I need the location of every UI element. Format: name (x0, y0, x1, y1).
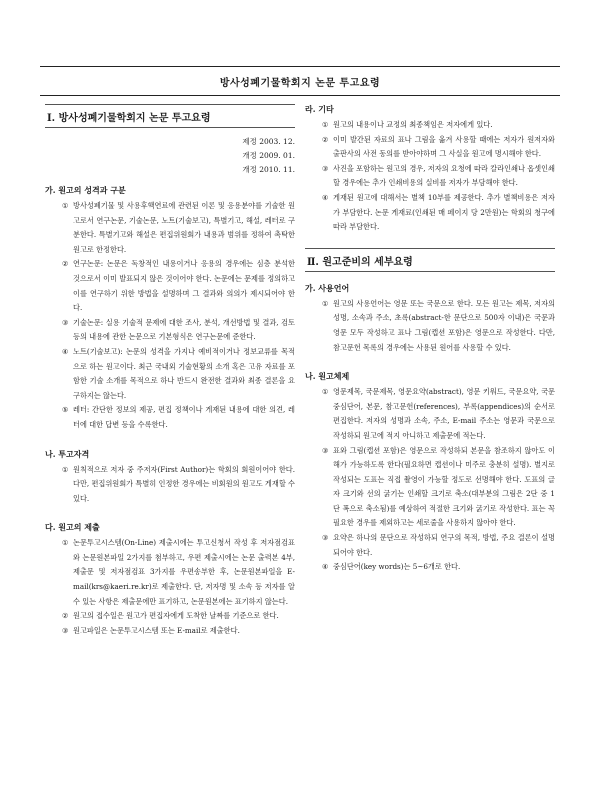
list-item: ③ 원고파일은 논문투고시스템 또는 E-mail로 제출한다. (62, 625, 240, 635)
list-item: ① 방사성폐기물 및 사용후핵연료에 관련된 이론 및 응용분야를 기술한 원고로서 연구논문, 기술논문, 노트(기술보고), 특별기고, 해설, 레터로 구분한다. 특별기고와 해설은 편집위원회가 내용과 범위를 정하여 촉탁한 원고로 한정한다. (62, 201, 295, 254)
list-item: ③ 요약은 하나의 문단으로 작성하되 연구의 목적, 방법, 주요 결론이 설명되어야 한다. (322, 533, 555, 557)
subsection-title: 라. 기타 (305, 104, 334, 114)
right-column (305, 100, 555, 575)
list-item: ① 원칙적으로 저자 중 주저자(First Author)는 학회의 회원이어야 한다. 다만, 편집위원회가 특별히 인정한 경우에는 비회원의 원고도 게재할 수 있다. (62, 464, 295, 503)
left-column (45, 100, 295, 638)
list-item: ① 영문제목, 국문제목, 영문요약(abstract), 영문 키워드, 국문요약, 국문 중심단어, 본문, 참고문헌(references), 부록(appendices)의 순서로 편집한다. 저자의 성명과 소속, 주소, E-mail 주소는 영문과 국문으로 작성하되 원고에 적지 아니하고 제출문에 적는다. (322, 387, 555, 440)
section-title-1: Ⅰ. 방사성폐기물학회지 논문 투고요령 (45, 104, 295, 128)
header-title: 방사성폐기물학회지 논문 투고요령 (219, 77, 381, 89)
list-item: ② 이미 발간된 자료의 표나 그림을 옮겨 사용할 때에는 저자가 원저자와 출판사의 사전 동의를 받아야하며 그 사실을 원고에 명시해야 한다. (322, 134, 555, 159)
list-item: ① 원고의 내용이나 교정의 최종책임은 저자에게 있다. (322, 120, 493, 129)
subsection-title: 나. 투고자격 (45, 448, 90, 459)
list-item: ④ 노트(기술보고): 논문의 성격을 가지나 예비적이거나 정보교류를 목적으로 하는 원고이다. 최근 국내외 기술현황의 소개 혹은 고유 자료를 포함한 기술 소개를 목적으로 하나 반드시 완전한 결과와 최종 결론을 요구하지는 않는다. (62, 346, 295, 400)
list-item: ① 원고의 사용언어는 영문 또는 국문으로 한다. 모든 원고는 제목, 저자의 성명, 소속과 주소, 초록(abstract-한 문단으로 500자 이내)은 국문과 영문 모두 작성하고 표나 그림(캡션 포함)은 영문으로 작성한다. 다만, 참고문헌 목록의 경우에는 사용된 원어를 사용할 수 있다. (322, 298, 555, 352)
revision-dates (45, 135, 295, 177)
list-item: ③ 표와 그림(캡션 포함)은 영문으로 작성하되 본문을 참조하지 않아도 이해가 가능하도록 한다(필요하면 캡션이나 미주로 충분히 설명). 별지로 작성되는 도표는 직접 촬영이 가능할 정도로 선명해야 한다. 도표의 글자 크기와 선의 굵기는 인쇄할 크기로 축소(대부분의 그림은 2단 중 1단 폭으로 축소됨)를 예상하여 적절한 크기와 굵기로 작성한다. 표는 꼭 필요한 경우를 제외하고는 세로줄을 사용하지 않아야 한다. (322, 445, 555, 528)
revision-date: 제정 2003. 12. (242, 137, 295, 146)
revision-date: 개정 2010. 11. (242, 165, 295, 174)
list-item: ③ 사진을 포함하는 원고의 경우, 저자의 요청에 따라 칼라인쇄나 옵셋인쇄 할 경우에는 추가 인쇄비용의 실비를 저자가 부담해야 한다. (322, 163, 555, 188)
running-header (40, 66, 560, 96)
subsection-title: 다. 원고의 제출 (45, 522, 100, 533)
list-item: ④ 게재된 원고에 대해서는 별책 10부를 제공한다. 추가 별책비용은 저자가 부담한다. 논문 게재료(인쇄된 매 페이지 당 2만원)는 학회의 청구에 따라 부담한다. (322, 192, 555, 232)
subsection-title: 나. 원고체제 (305, 371, 350, 382)
list-item: ① 논문투고시스템(On-Line) 제출시에는 투고신청서 작성 후 저자점검표와 논문원본파일 2가지를 첨부하고, 우편 제출시에는 논문 출력본 4부, 제출문 및 저자점검표 3가지를 우편송부한 후, 논문원본파일을 E-mail(krs@kaeri.re.kr)로 제출한다. 단, 저자명 및 소속 등 저자를 알 수 있는 사항은 제출문에만 표기하고, 논문원본에는 표기하지 않는다. (62, 538, 295, 606)
subsection-title: 가. 사용언어 (305, 282, 350, 293)
list-item: ② 원고의 접수일은 원고가 편집자에게 도착한 날짜를 기준으로 한다. (62, 611, 279, 621)
section-title-2: Ⅱ. 원고준비의 세부요령 (305, 248, 555, 272)
list-item: ③ 기술논문: 실용 기술적 문제에 대한 조사, 분석, 개선방법 및 결과, 검토 등의 내용에 관한 논문으로 기본형식은 연구논문에 준한다. (62, 317, 295, 342)
list-item: ④ 중심단어(key words)는 5~6개로 한다. (322, 562, 461, 572)
list-item: ② 연구논문: 논문은 독창적인 내용이거나 응용의 경우에는 심층 분석한 것으로서 이미 발표되지 않은 것이어야 한다. 논문에는 문제를 정의하고 이를 연구하기 위한 방법을 설명하며 그 결과와 의의가 제시되어야 한다. (62, 259, 295, 313)
list-item: ⑤ 레터: 간단한 정보의 제공, 편집 정책이나 게재된 내용에 대한 의견, 레터에 대한 답변 등을 수록한다. (62, 405, 295, 429)
revision-date: 개정 2009. 01. (242, 151, 295, 160)
subsection-title: 가. 원고의 성격과 구분 (45, 185, 126, 195)
